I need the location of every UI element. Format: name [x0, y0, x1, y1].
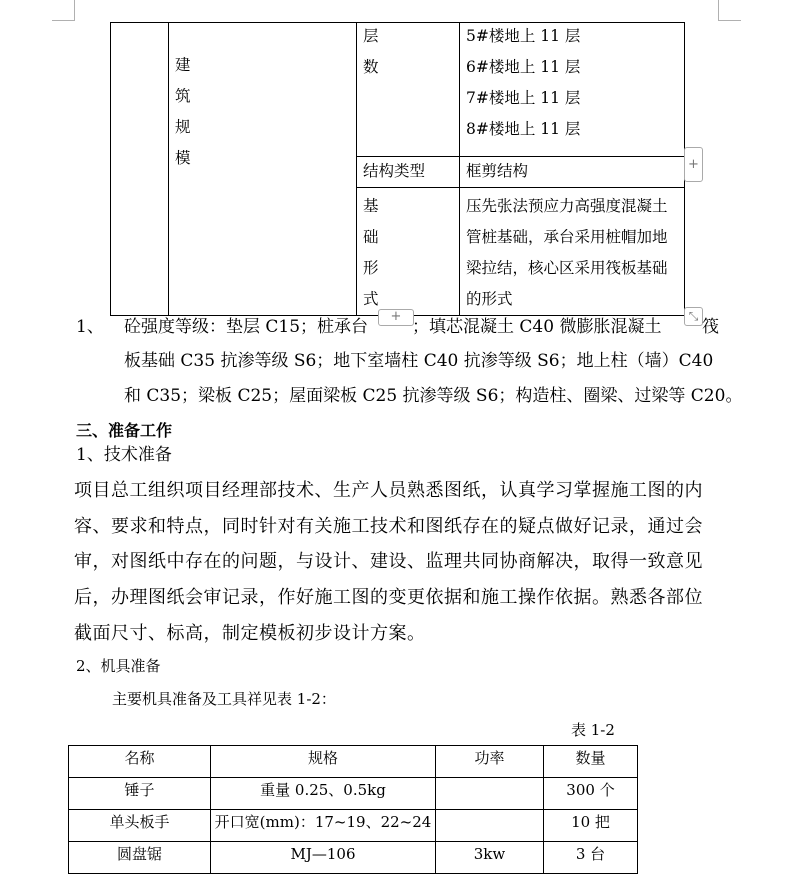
- concrete-line-3: 和 C35；梁板 C25；屋面梁板 C25 抗渗等级 S6；构造柱、圈梁、过梁等 C20。: [124, 386, 743, 406]
- paragraph-line: 容、要求和特点，同时针对有关施工技术和图纸存在的疑点做好记录，通过会: [74, 516, 703, 537]
- table-cell: 单头板手: [69, 810, 211, 842]
- subheading-equipment-prep: 2、机具准备: [76, 657, 161, 675]
- paragraph-line: 项目总工组织项目经理部技术、生产人员熟悉图纸，认真学习掌握施工图的内: [74, 480, 703, 501]
- foundation-label-char: 基: [363, 197, 379, 215]
- tools-table: [68, 745, 638, 874]
- table-cell: 圆盘锯: [69, 842, 211, 874]
- plus-icon: +: [688, 157, 699, 172]
- header-cell: 数量: [544, 746, 638, 778]
- table-row: [69, 778, 638, 810]
- foundation-label-char: 础: [363, 228, 379, 246]
- paragraph-line: 审，对图纸中存在的问题，与设计、建设、监理共同协商解决，取得一致意见: [74, 551, 703, 572]
- category-char: 建: [175, 56, 191, 74]
- table-header-row: [69, 746, 638, 778]
- page-corner-mark-right-v: [718, 0, 719, 20]
- category-char: 模: [175, 149, 191, 167]
- foundation-line: 的形式: [466, 290, 513, 308]
- table-cell: 重量 0.25、0.5kg: [211, 778, 436, 810]
- paragraph-line: 后，办理图纸会审记录，作好施工图的变更依据和施工操作依据。熟悉各部位: [74, 587, 703, 608]
- page-corner-mark-left-h: [52, 20, 75, 21]
- header-cell: 规格: [211, 746, 436, 778]
- add-row-button[interactable]: [378, 309, 414, 326]
- resize-icon: ⤡: [688, 309, 699, 323]
- foundation-line: 压先张法预应力高强度混凝土: [466, 197, 668, 215]
- structure-label-cell: [357, 157, 460, 188]
- floors-label-cell: [357, 23, 460, 157]
- table-resize-handle[interactable]: [684, 307, 703, 326]
- table-cell: 3 台: [544, 842, 638, 874]
- table-cell: 300 个: [544, 778, 638, 810]
- subheading-tech-prep: 1、技术准备: [76, 445, 172, 465]
- table-row: [69, 810, 638, 842]
- floor-line: 5#楼地上 11 层: [466, 27, 581, 45]
- table-cell: 锤子: [69, 778, 211, 810]
- foundation-label-cell: [357, 188, 460, 316]
- table-cell: 10 把: [544, 810, 638, 842]
- floors-label-char: 数: [363, 58, 379, 76]
- add-column-button[interactable]: [684, 147, 703, 182]
- equipment-intro: 主要机具准备及工具祥见表 1-2：: [112, 690, 336, 708]
- structure-value: 框剪结构: [466, 162, 529, 180]
- header-cell: 名称: [69, 746, 211, 778]
- page-corner-mark-left-v: [74, 0, 75, 20]
- floors-value-cell: [460, 23, 685, 157]
- floors-label-char: 层: [363, 27, 379, 45]
- page-corner-mark-right-h: [718, 20, 741, 21]
- concrete-line-1a: 砼强度等级：垫层 C15；桩承台: [124, 317, 369, 337]
- spec-category-cell: [169, 23, 357, 316]
- category-char: 筑: [175, 87, 191, 105]
- structure-value-cell: [460, 157, 685, 188]
- table-cell: 开口宽(mm)：17~19、22~24: [211, 810, 436, 842]
- spec-empty-cell: [111, 23, 169, 316]
- section-heading: 三、准备工作: [76, 421, 173, 440]
- foundation-value-cell: [460, 188, 685, 316]
- floor-line: 6#楼地上 11 层: [466, 58, 581, 76]
- category-char: 规: [175, 118, 191, 136]
- foundation-label-char: 式: [363, 290, 379, 308]
- table-cell: MJ—106: [211, 842, 436, 874]
- table-row: [69, 842, 638, 874]
- structure-label: 结构类型: [363, 162, 426, 180]
- plus-icon: +: [390, 309, 402, 324]
- table-caption: 表 1-2: [571, 721, 615, 739]
- item-number: 1、: [76, 317, 104, 337]
- header-cell: 功率: [436, 746, 544, 778]
- concrete-line-2: 板基础 C35 抗渗等级 S6；地下室墙柱 C40 抗渗等级 S6；地上柱（墙）C40: [124, 351, 714, 371]
- paragraph-line: 截面尺寸、标高，制定模板初步设计方案。: [74, 623, 426, 644]
- table-cell: 3kw: [436, 842, 544, 874]
- foundation-line: 梁拉结，核心区采用筏板基础: [466, 259, 668, 277]
- concrete-line-1c: 筏: [702, 317, 719, 337]
- floor-line: 8#楼地上 11 层: [466, 120, 581, 138]
- foundation-line: 管桩基础，承台采用桩帽加地: [466, 228, 668, 246]
- building-spec-table: [110, 22, 685, 316]
- table-cell: [436, 778, 544, 810]
- foundation-label-char: 形: [363, 259, 379, 277]
- floor-line: 7#楼地上 11 层: [466, 89, 581, 107]
- concrete-line-1b: ；填芯混凝土 C40 微膨胀混凝土: [412, 317, 662, 337]
- table-cell: [436, 810, 544, 842]
